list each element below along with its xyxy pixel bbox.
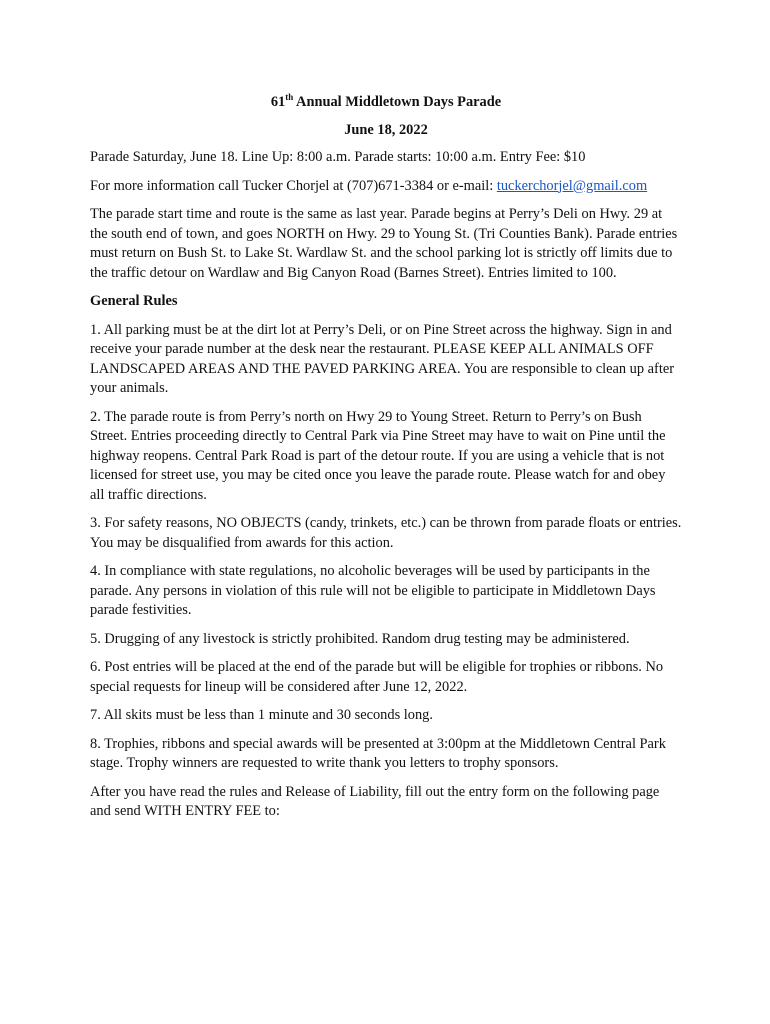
rule-item: 6. Post entries will be placed at the end of the parade but will be eligible for trophies or ribbons. No special requests for lineup will be considered after June 12, 2022. [90, 659, 664, 695]
rule-item: 2. The parade route is from Perry’s north on Hwy 29 to Young Street. Return to Perry’s on Bush Street. Entries proceeding directly to Central Park via Pine Street may have to wait on Pine until the highway reopens. Central Park Road is part of the detour route. If you are using a vehicle that is not licensed for street use, you may be cited once you leave the parade route. Please watch for and obey all traffic directions. [90, 408, 666, 503]
rule-item: 5. Drugging of any livestock is strictly prohibited. Random drug testing may be administered. [90, 630, 630, 647]
document-page [90, 92, 682, 822]
title-number: 61 [270, 94, 286, 110]
schedule-line: Parade Saturday, June 18. Line Up: 8:00 a.m. Parade starts: 10:00 a.m. Entry Fee: $10 [90, 149, 586, 165]
rule-item: 3. For safety reasons, NO OBJECTS (candy, trinkets, etc.) can be thrown from parade floats or entries. You may be disqualified from awards for this action. [90, 515, 682, 551]
rule-item: 4. In compliance with state regulations, no alcoholic beverages will be used by participants in the parade. Any persons in violation of this rule will not be eligible to participate in Middletown Days parade festivities. [90, 563, 656, 618]
email-link[interactable]: tuckerchorjel@gmail.com [496, 177, 648, 194]
contact-text: For more information call Tucker Chorjel at (707)671-3384 or e-mail: [90, 177, 497, 194]
rule-item: 8. Trophies, ribbons and special awards will be presented at 3:00pm at the Middletown Central Park stage. Trophy winners are requested to write thank you letters to trophy sponsors. [90, 735, 666, 771]
title-suffix: th [285, 92, 294, 103]
title-text: Annual Middletown Days Parade [293, 94, 502, 110]
contact-line [90, 177, 682, 197]
rule-item: 1. All parking must be at the dirt lot at Perry’s Deli, or on Pine Street across the highway. Sign in and receive your parade number at the desk near the restaurant. PLEASE KEEP ALL ANIMALS OFF LANDSCAPED AREAS AND THE PAVED PARKING AREA. You are responsible to clean up after your animals. [90, 321, 675, 396]
rules-heading: General Rules [90, 293, 178, 309]
parade-date: June 18, 2022 [344, 122, 428, 138]
page-title [90, 92, 682, 112]
closing-paragraph: After you have read the rules and Release of Liability, fill out the entry form on the following page and send WITH ENTRY FEE to: [90, 783, 660, 819]
route-paragraph: The parade start time and route is the same as last year. Parade begins at Perry’s Deli on Hwy. 29 at the south end of town, and goes NORTH on Hwy. 29 to Young St. (Tri Counties Bank). Parade entries must return on Bush St. to Lake St. Wardlaw St. and the school parking lot is strictly off limits due to the traffic detour on Wardlaw and Big Canyon Road (Barnes Street). Entries limited to 100. [90, 206, 678, 281]
rule-item: 7. All skits must be less than 1 minute and 30 seconds long. [90, 707, 433, 723]
